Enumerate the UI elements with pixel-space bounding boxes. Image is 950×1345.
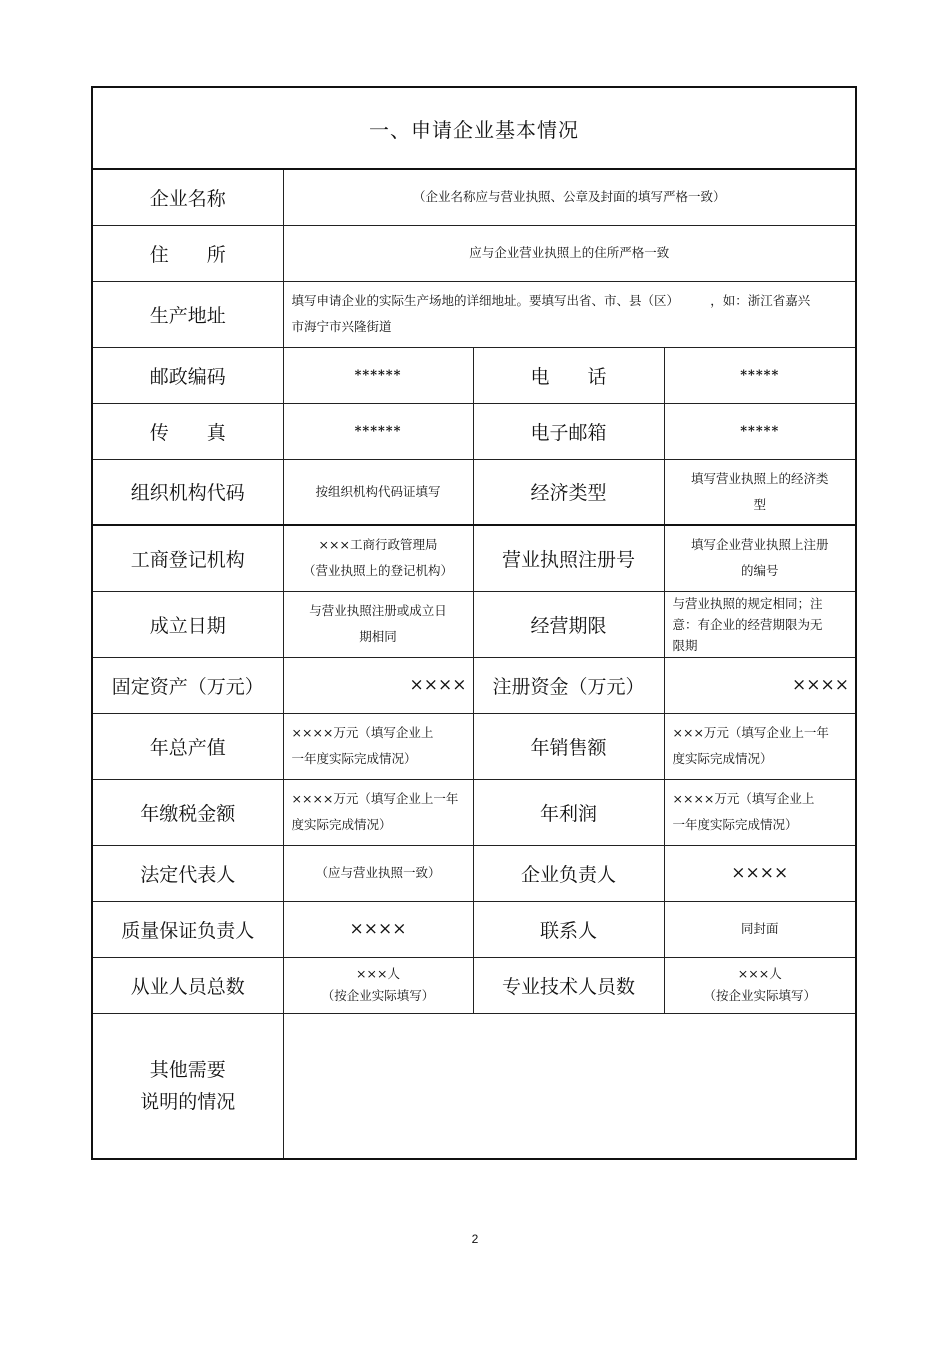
residence-label: 住 所 [92,225,283,281]
annual-output-line1: ××××万元（填写企业上 [291,725,434,740]
annual-tax-label: 年缴税金额 [92,779,283,845]
email-label: 电子邮箱 [473,403,664,459]
economic-type-line1: 填写营业执照上的经济类 [690,470,829,486]
fixed-assets-field[interactable]: ×××× [283,657,473,713]
founding-date-line1: 与营业执照注册或成立日 [309,603,447,618]
postal-code-label: 邮政编码 [92,347,283,403]
total-staff-label: 从业人员总数 [92,957,283,1013]
production-address-label: 生产地址 [92,281,283,347]
license-number-field[interactable] [664,525,856,591]
org-code-field[interactable]: 按组织机构代码证填写 [283,459,473,525]
page-number: 2 [471,1232,479,1246]
founding-date-line2: 期相同 [359,629,397,644]
license-number-line1: 填写企业营业执照上注册 [690,537,829,553]
annual-profit-line2: 一年度实际完成情况） [672,817,798,832]
annual-sales-field[interactable] [664,713,856,779]
economic-type-line2: 型 [753,496,766,512]
tech-staff-label: 专业技术人员数 [473,957,664,1013]
section-title: 一、申请企业基本情况 [92,87,856,169]
total-staff-field[interactable] [283,957,473,1013]
production-address-field[interactable] [283,281,856,347]
postal-code-field[interactable]: ****** [283,347,473,403]
email-field[interactable]: ***** [664,403,856,459]
annual-profit-label: 年利润 [473,779,664,845]
founding-date-field[interactable] [283,591,473,657]
registration-authority-line2: （营业执照上的登记机构） [302,563,453,579]
production-address-line1: 填写申请企业的实际生产场地的详细地址。要填写出省、市、县（区） ，如：浙江省嘉兴 [291,293,811,308]
other-notes-label [92,1013,283,1159]
tech-staff-line2: （按企业实际填写） [703,988,816,1003]
other-notes-label-line1: 其他需要 [149,1058,226,1081]
annual-tax-field[interactable] [283,779,473,845]
registered-capital-field[interactable]: ×××× [664,657,856,713]
business-term-line2: 意：有企业的经营期限为无 [672,616,823,632]
contact-field[interactable]: 同封面 [664,901,856,957]
annual-sales-label: 年销售额 [473,713,664,779]
annual-output-label: 年总产值 [92,713,283,779]
license-number-label: 营业执照注册号 [473,525,664,591]
legal-rep-label: 法定代表人 [92,845,283,901]
annual-tax-line1: ××××万元（填写企业上一年 [291,791,459,806]
registered-capital-label: 注册资金（万元） [473,657,664,713]
company-head-label: 企业负责人 [473,845,664,901]
annual-profit-line1: ××××万元（填写企业上 [672,791,815,806]
economic-type-field[interactable] [664,459,856,525]
application-form [91,86,855,1160]
registration-authority-field[interactable] [283,525,473,591]
phone-label: 电 话 [473,347,664,403]
phone-field[interactable]: ***** [664,347,856,403]
annual-tax-line2: 度实际完成情况） [291,817,392,832]
other-notes-label-line2: 说明的情况 [140,1090,236,1113]
business-term-line3: 限期 [672,637,698,653]
annual-profit-field[interactable] [664,779,856,845]
fax-field[interactable]: ****** [283,403,473,459]
total-staff-line1: ×××人 [356,966,400,981]
org-code-label: 组织机构代码 [92,459,283,525]
total-staff-line2: （按企业实际填写） [321,988,435,1003]
company-name-field[interactable]: （企业名称应与营业执照、公章及封面的填写严格一致） [283,169,856,225]
annual-output-line2: 一年度实际完成情况） [291,751,417,766]
registration-authority-line1: ×××工商行政管理局 [318,537,438,553]
contact-label: 联系人 [473,901,664,957]
economic-type-label: 经济类型 [473,459,664,525]
license-number-line2: 的编号 [740,563,779,579]
business-term-field[interactable] [664,591,856,657]
fax-label: 传 真 [92,403,283,459]
other-notes-field[interactable] [283,1013,856,1159]
fixed-assets-label: 固定资产（万元） [92,657,283,713]
company-info-table [91,86,857,1160]
quality-head-field[interactable]: ×××× [283,901,473,957]
tech-staff-line1: ×××人 [737,966,782,981]
legal-rep-field[interactable]: （应与营业执照一致） [283,845,473,901]
company-name-label: 企业名称 [92,169,283,225]
annual-sales-line1: ×××万元（填写企业上一年 [672,725,829,740]
annual-output-field[interactable] [283,713,473,779]
quality-head-label: 质量保证负责人 [92,901,283,957]
business-term-label: 经营期限 [473,591,664,657]
tech-staff-field[interactable] [664,957,856,1013]
production-address-line2: 市海宁市兴隆街道 [291,319,392,334]
business-term-line1: 与营业执照的规定相同；注 [672,595,823,611]
residence-field[interactable]: 应与企业营业执照上的住所严格一致 [283,225,856,281]
annual-sales-line2: 度实际完成情况） [672,751,773,766]
founding-date-label: 成立日期 [92,591,283,657]
registration-authority-label: 工商登记机构 [92,525,283,591]
company-head-field[interactable]: ×××× [664,845,856,901]
